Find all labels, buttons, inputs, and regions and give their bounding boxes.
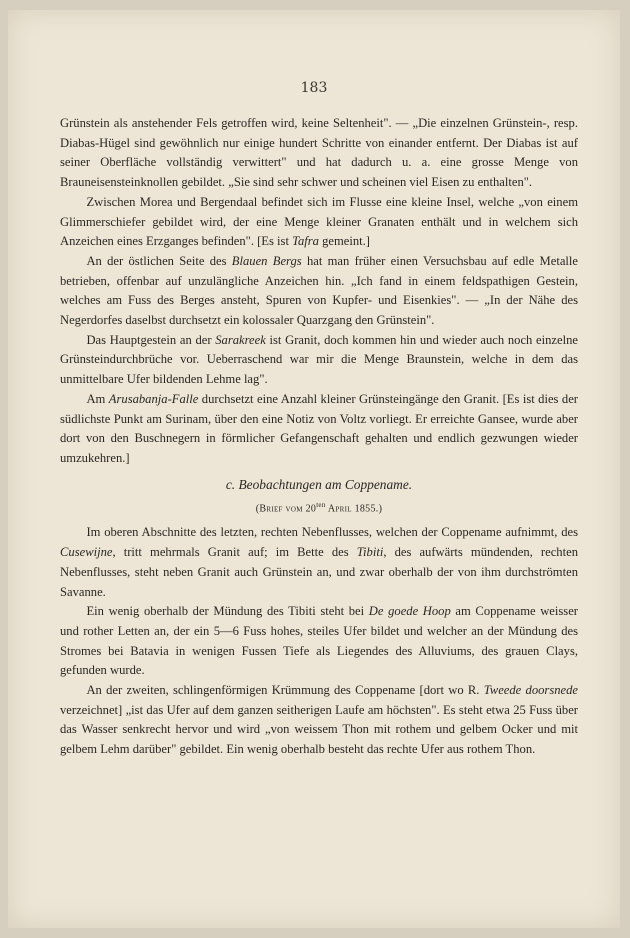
italic-term: Tweede doorsnede: [483, 683, 578, 698]
paragraph: [60, 331, 578, 390]
book-page: [8, 10, 620, 928]
italic-term: Tibiti: [356, 545, 384, 560]
paragraph: [60, 193, 578, 252]
text-run: verzeichnet] „ist das Ufer auf dem ganzen seitherigen Laufe am höchsten". Es steht etwa 25 Fuss über das Wasser senkrecht hervor und wird „von weissem Thon mit rothem und gelbem Ocker und mit gelbem Lehm darüber" gebildet. Ein wenig oberhalb besteht das rechte Ufer aus rothem Thon.: [60, 702, 578, 757]
paragraph: [60, 681, 578, 760]
paragraph: [60, 114, 578, 193]
italic-term: Cusewijne: [60, 545, 113, 560]
paragraph: [60, 523, 578, 602]
paragraph: [60, 602, 578, 681]
text-run: gemeint.]: [318, 234, 370, 249]
text-run: Grünstein als anstehender Fels getroffen wird, keine Seltenheit". — „Die einzelnen Grünstein-, resp. Diabas-Hügel sind gewöhnlich nur einige hundert Schritte von einander entfernt. Der Diabas ist auf seiner Oberfläche vollständig verwittert" und hat dadurch u. a. eine grosse Menge von Brauneisensteinknollen gebildet. „Sie sind sehr schwer und scheinen viel Eisen zu enthalten".: [60, 116, 578, 190]
text-run: , tritt mehrmals Granit auf; im Bette des: [112, 545, 357, 560]
italic-term: Tafra: [292, 234, 319, 249]
text-run: Das Hauptgestein an der: [86, 332, 216, 347]
text-run: ist Granit, doch kommen hin und wieder auch noch einzelne Grünsteindurchbrüche vor. Ueberraschend war mir die Menge Braunstein, welche in dem das unmittelbare Ufer bildenden Lehme lag".: [60, 332, 578, 387]
text-run: An der zweiten, schlingenförmigen Krümmung des Coppename [dort wo R.: [86, 683, 484, 698]
italic-term: Arusabanja-Falle: [108, 391, 199, 406]
italic-term: Sarakreek: [215, 332, 266, 347]
subheading-part-a: (Brief vom 20: [255, 503, 317, 515]
italic-term: Blauen Bergs: [231, 253, 302, 268]
section-subheading: [60, 496, 578, 519]
text-run: Am: [86, 391, 109, 406]
paragraph-block-2: [60, 523, 578, 759]
text-run: Ein wenig oberhalb der Mündung des Tibiti steht bei: [86, 604, 369, 619]
paragraph: [60, 390, 578, 469]
body-text: [60, 114, 578, 760]
section-heading: c. Beobachtungen am Coppename.: [225, 476, 413, 492]
paragraph-block-1: [60, 114, 578, 469]
page-number: 183: [300, 80, 328, 96]
text-run: durchsetzt eine Anzahl kleiner Grünsteingänge den Granit. [Es ist dies der südlichste Punkt am Surinam, über den eine Notiz von Voltz vorliegt. Er erreichte Gansee, wurde aber dort von den Buschnegern in förmlicher Gefangenschaft gehalten und endlich gezwungen wieder umzukehren.]: [60, 391, 578, 465]
text-run: , des aufwärts mündenden, rechten Nebenflusses, steht neben Granit auch Grünstein an, und zwar oberhalb der von ihm durchströmten Savanne.: [60, 545, 578, 599]
text-run: hat man früher einen Versuchsbau auf edle Metalle betrieben, offenbar auf unzulängliche Anzeichen hin. „Ich fand in einem feldspathigen Gestein, welches am Fuss des Berges ansteht, Spuren von Kupfer- und Eisenkies". — „In der Nähe des Negerdorfes daselbst durchsetzt ein kolossaler Quarzgang den Grünstein".: [60, 253, 578, 328]
text-run: am Coppename weisser und rother Letten an, der ein 5—6 Fuss hohes, steiles Ufer bildet und welcher an der Mündung des Stromes bei Batavia in wenigen Fussen Tiefe als Liegendes des Alluviums, des grauen Clays, gefunden wurde.: [60, 604, 578, 678]
text-run: Zwischen Morea und Bergendaal befindet sich im Flusse eine kleine Insel, welche „von einem Glimmerschiefer gebildet wird, der eine Menge kleiner Granaten enthält und in welchem sich Anzeichen eines Erzganges befinden". [Es ist: [60, 194, 578, 249]
text-run: An der östlichen Seite des: [86, 253, 232, 268]
paragraph: [60, 252, 578, 331]
subheading-superscript: ten: [316, 501, 326, 510]
text-run: Im oberen Abschnitte des letzten, rechten Nebenflusses, welchen der Coppename aufnimmt, des: [86, 525, 578, 540]
subheading-part-b: April 1855.): [325, 503, 383, 515]
italic-term: De goede Hoop: [368, 604, 451, 619]
